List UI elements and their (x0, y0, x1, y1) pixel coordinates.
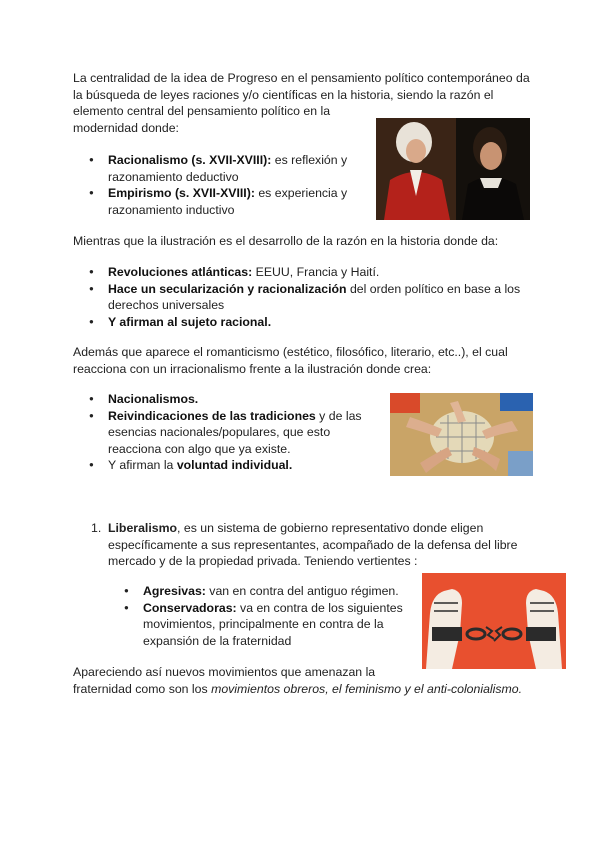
item-bold: Conservadoras: (143, 600, 237, 615)
closing-line-2 (73, 681, 543, 698)
romanticismo-line-2: reacciona con un irracionalismo frente a la ilustración donde crea: (73, 361, 432, 376)
item-bold: Agresivas: (143, 584, 206, 598)
intro-line-2: la búsqueda de leyes raciones y/o científicas en la historia, siendo la razón el (73, 87, 494, 102)
list-item (73, 314, 533, 331)
modernidad-list (73, 152, 363, 218)
item-text-cont: específicamente a sus representantes, acompañado de la defensa del libre (108, 537, 518, 552)
intro-line-1: La centralidad de la idea de Progreso en el pensamiento político contemporáneo da (73, 71, 530, 85)
item-bold: Empirismo (s. XVII-XVIII): (108, 186, 255, 201)
item-bold: Reivindicaciones de las tradiciones (108, 408, 316, 423)
item-number: 1. (91, 521, 102, 535)
item-text-cont: razonamiento inductivo (108, 202, 235, 217)
liberalismo-section (73, 520, 533, 570)
item-text-cont: expansión de la fraternidad (143, 633, 292, 648)
ilustracion-list (73, 264, 533, 330)
intro-line-4: modernidad donde: (73, 120, 179, 135)
item-text-cont: reacciona con algo que ya existe. (108, 441, 291, 456)
item-bold: Y afirman al sujeto racional. (108, 314, 272, 329)
item-bold: Nacionalismos. (108, 392, 199, 406)
romanticismo-paragraph (73, 344, 543, 377)
item-text: y de las (315, 408, 362, 423)
closing-line-1: Apareciendo así nuevos movimientos que amenazan la (73, 665, 376, 679)
philosophers-portraits-image (376, 118, 530, 220)
liberalismo-sublist (108, 583, 408, 649)
item-bold: voluntad individual. (176, 458, 293, 473)
closing-italic-text: movimientos obreros, el feminismo y el anti-colonialismo. (211, 681, 523, 696)
item-text: es reflexión y (271, 153, 348, 167)
item-text: del orden político en base a los (346, 281, 521, 296)
list-item (73, 152, 363, 185)
item-text: , es un sistema de gobierno representativo donde eligen (177, 521, 484, 535)
list-item (108, 583, 408, 600)
ilustracion-intro: Mientras que la ilustración es el desarrollo de la razón en la historia donde da: (73, 234, 499, 248)
chains-illustration (422, 573, 566, 669)
closing-text: fraternidad como son los (73, 681, 212, 696)
romanticismo-list (73, 391, 373, 474)
list-item (73, 281, 533, 314)
list-item (73, 185, 363, 218)
romanticismo-line-1: Además que aparece el romanticismo (estético, filosófico, literario, etc..), el cual (73, 345, 508, 359)
item-bold: Racionalismo (s. XVII-XVIII): (108, 153, 272, 167)
item-text: EEUU, Francia y Haití. (252, 265, 380, 279)
broken-chains-poster-image (422, 573, 566, 669)
item-text: es experiencia y (254, 186, 348, 201)
numbered-item (73, 520, 533, 570)
list-item (73, 391, 373, 408)
list-item (73, 457, 373, 474)
item-text: va en contra de los siguientes (236, 600, 403, 615)
intro-line-3: elemento central del pensamiento político en la (73, 104, 331, 119)
collage-illustration (390, 393, 533, 476)
item-text-cont: derechos universales (108, 298, 225, 313)
list-item (73, 264, 533, 281)
item-text-cont: razonamiento deductivo (108, 169, 239, 184)
item-text: van en contra del antiguo régimen. (205, 584, 399, 598)
closing-paragraph (73, 664, 543, 697)
hands-map-collage-image (390, 393, 533, 476)
item-text-cont: movimientos, principalmente en contra de la (143, 617, 384, 632)
portraits-illustration (376, 118, 530, 220)
list-item (73, 408, 373, 458)
item-text: Y afirman la (108, 458, 177, 473)
item-bold: Hace un secularización y racionalización (108, 281, 347, 296)
item-bold: Liberalismo (108, 521, 178, 535)
item-text-cont: mercado y de la propiedad privada. Teniendo vertientes : (108, 554, 418, 569)
item-bold: Revoluciones atlánticas: (108, 265, 253, 279)
list-item (108, 600, 408, 650)
item-text-cont: esencias nacionales/populares, que esto (108, 425, 331, 440)
